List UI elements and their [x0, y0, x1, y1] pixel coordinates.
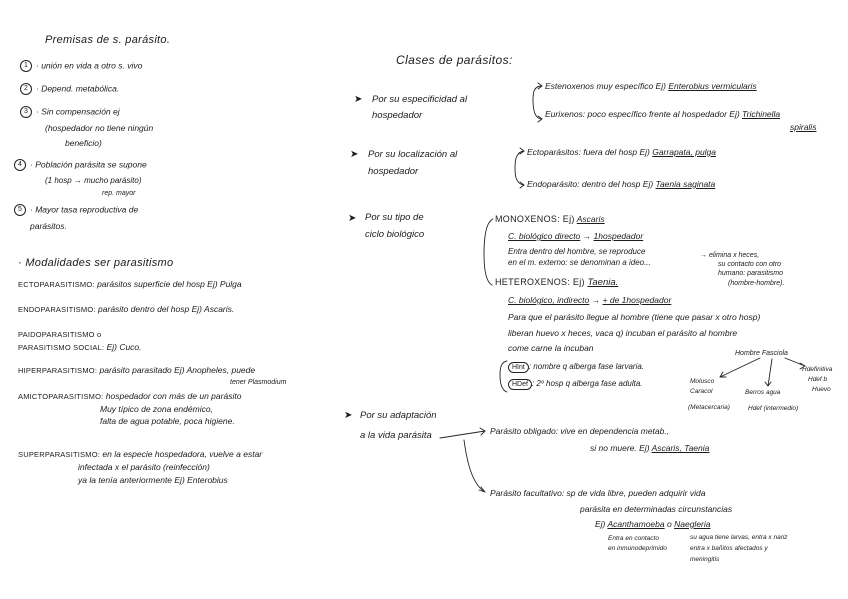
example: Taenia saginata [655, 179, 716, 189]
note: su agua tiene larvas, entra x nariz [690, 534, 788, 541]
modality-text: parásito dentro del hosp Ej) Ascaris. [98, 304, 235, 314]
premise-text: · Depend. metabólica. [36, 83, 120, 94]
class-label: Por su localización al [368, 149, 458, 160]
modality-term: ENDOPARASITISMO: [18, 305, 96, 314]
cycle-note: come carne la incuban [508, 343, 594, 353]
circled-number: 5 [14, 204, 26, 216]
premise-text: · unión en vida a otro s. vivo [36, 60, 143, 71]
facultativo-item-line2: parásita en determinadas circunstancias [580, 504, 733, 514]
host-tag: HInt [508, 362, 529, 373]
hosts: 1hospedador [593, 231, 644, 241]
cycle-type: C. biológico directo [508, 231, 581, 241]
modality-term: PAIDOPARASITISMO o [18, 330, 102, 339]
arrowhead-icon [800, 363, 805, 369]
modality-term: SUPERPARASITISMO: [18, 450, 101, 459]
modality-text: Muy típico de zona endémico, [100, 404, 213, 414]
diagram-top: Hombre Fasciola [735, 350, 788, 357]
class-label: Por su especificidad al [372, 94, 468, 105]
item-text: MONOXENOS: Ej) [495, 214, 575, 224]
modality-term: PARASITISMO SOCIAL: [18, 343, 105, 352]
example: Acanthamoeba [607, 519, 665, 529]
class-label: hospedador [372, 110, 423, 121]
example: spiralis [790, 122, 817, 132]
diagram-middle: Hdef (intermedio) [748, 405, 799, 412]
modality-term: AMICTOPARASITISMO: [18, 392, 104, 401]
modality-text: parásito parasitado Ej) Anopheles, puede [99, 365, 256, 375]
item-text: Eurixenos: poco específico frente al hospedador Ej) [545, 109, 740, 119]
class-label: ciclo biológico [365, 229, 425, 240]
host-def-text: : nombre q alberga fase larvaria. [528, 362, 645, 371]
adaptation-arrow [440, 431, 485, 438]
cycle-note: en el m. externo: se denominan a ideo... [508, 258, 651, 267]
arrow-icon: ➤ [344, 410, 353, 421]
circled-number: 4 [14, 159, 26, 171]
example-prefix: Ej) [595, 519, 606, 529]
side-note: (hombre-hombre). [728, 280, 785, 287]
item-text: si no muere. Ej) [590, 443, 650, 453]
premise-text: · Población parásita se supone [30, 159, 147, 170]
classes-title: Clases de parásitos: [396, 53, 513, 67]
premise-text: rep. mayor [102, 190, 136, 197]
side-note: su contacto con otro [718, 261, 782, 268]
item-text: HETEROXENOS: Ej) [495, 277, 585, 287]
specificity-bracket [533, 86, 542, 119]
diagram-left: (Metacercaria) [688, 404, 730, 411]
example: Naegleria [674, 519, 711, 529]
hosts: + de 1hospedador [602, 295, 672, 305]
diagram-right: Huevo [812, 386, 831, 393]
example: Ascaris [576, 214, 605, 224]
modality-text: parásitos superficie del hosp Ej) Pulga [97, 279, 242, 289]
diagram-left: Caracol [690, 388, 713, 395]
adaptation-arrow [464, 440, 485, 492]
side-note: humano: parasitismo [718, 270, 783, 277]
premise-text: beneficio) [65, 138, 102, 148]
modality-term: ECTOPARASITISMO: [18, 280, 95, 289]
example: Taenia. [587, 277, 619, 288]
facultativo-item: Parásito facultativo: sp de vida libre, pueden adquirir vida [490, 488, 706, 498]
obligado-item: Parásito obligado: vive en dependencia metab., [490, 426, 670, 436]
host-def-text: : 2º hosp q alberga fase adulta. [531, 379, 643, 388]
arrow-icon: ➤ [350, 149, 359, 160]
modalities-title: · Modalidades ser parasitismo [18, 257, 174, 269]
premise-text: (hospedador no tiene ningún [45, 123, 154, 133]
arrow-icon: → [591, 295, 601, 305]
hosts-bracket [500, 361, 507, 392]
modality-text: en la especie hospedadora, vuelve a estar [102, 449, 263, 459]
class-label: a la vida parásita [360, 430, 432, 441]
example: Garrapata, pulga [652, 147, 717, 157]
diagram-right: Hdef b [808, 376, 828, 383]
arrow-icon: ➤ [348, 213, 357, 224]
item-text: Endoparásito: dentro del hosp Ej) [527, 179, 654, 189]
host-tag: HDef [508, 379, 532, 390]
diagram-left: Molusco [690, 378, 715, 385]
premise-text: · Sin compensación ej [36, 106, 120, 117]
modality-term: HIPERPARASITISMO: [18, 366, 98, 375]
note: entra x bañitos afectados y [690, 545, 768, 552]
class-label: Por su adaptación [360, 410, 437, 421]
premise-text: · Mayor tasa reproductiva de [30, 204, 139, 215]
example: Enterobius vermicularis [668, 81, 757, 91]
premises-title: Premisas de s. parásito. [45, 34, 171, 46]
premise-text: (1 hosp → mucho parásito) [45, 176, 142, 185]
cycle-type: C. biológico, indirecto [508, 295, 590, 305]
cycle-note: liberan huevo x heces, vaca q) incuban el parásito al hombre [508, 328, 738, 338]
location-bracket [515, 151, 524, 185]
cycle-note: Para que el parásito llegue al hombre (tiene que pasar x otro hosp) [508, 312, 761, 322]
diagram-arrow [785, 358, 805, 366]
arrow-icon: ➤ [354, 94, 363, 105]
modality-text: hospedador con más de un parásito [105, 391, 242, 401]
item-text: Ectoparásitos: fuera del hosp Ej) [527, 147, 650, 157]
cycle-note: Entra dentro del hombre, se reproduce [508, 247, 646, 256]
arrow-icon: → [582, 231, 592, 241]
diagram-right: Hdefinitiva [802, 366, 833, 373]
diagram-middle: Berros agua [745, 389, 781, 396]
modality-text: tener Plasmodium [230, 379, 287, 386]
circled-number: 1 [20, 60, 32, 72]
example: Ascaris, Taenia [651, 443, 710, 453]
modality-text: infectada x el parásito (reinfección) [78, 462, 210, 472]
note: Entra en contacto [608, 535, 659, 542]
modality-text: ya la tenía anteriormente Ej) Enterobius [78, 475, 228, 485]
modality-text: Ej) Cuco. [106, 342, 142, 352]
note: meningitis [690, 556, 720, 563]
example: Trichinella [742, 109, 781, 119]
circled-number: 3 [20, 106, 32, 118]
example-sep: o [667, 519, 672, 529]
circled-number: 2 [20, 83, 32, 95]
cycle-bracket [484, 219, 493, 285]
class-label: Por su tipo de [365, 212, 424, 223]
class-label: hospedador [368, 166, 419, 177]
premise-text: parásitos. [30, 221, 67, 231]
modality-text: falta de agua potable, poca higiene. [100, 416, 235, 426]
side-note: → elimina x heces, [700, 252, 760, 259]
note: en inmunodeprimido [608, 545, 667, 552]
item-text: Estenoxenos muy específico Ej) [545, 81, 666, 91]
diagram-arrow [720, 358, 760, 377]
